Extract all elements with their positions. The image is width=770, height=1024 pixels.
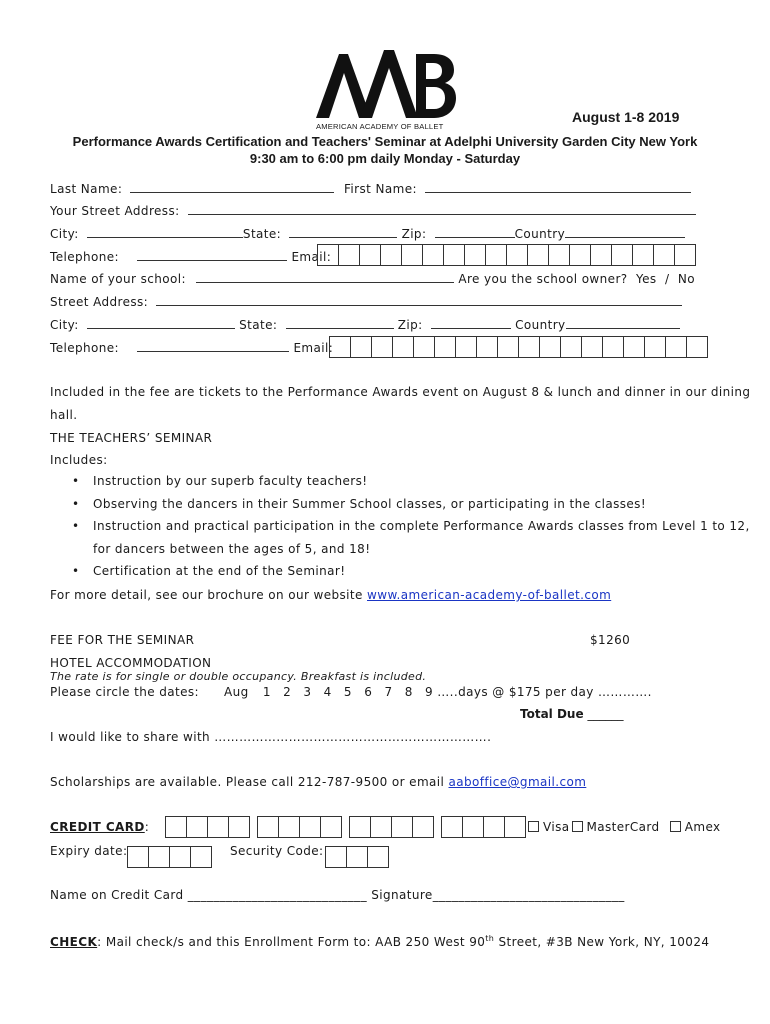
list-item: for dancers between the ages of 5, and 18! — [93, 541, 371, 556]
owner-yes[interactable]: Yes — [635, 272, 657, 286]
signature-label: Signature — [371, 888, 433, 902]
school-name-label: Name of your school: — [50, 272, 186, 286]
school-city-row — [50, 317, 680, 332]
day-option[interactable]: 6 — [364, 685, 373, 699]
security-boxes[interactable] — [326, 846, 389, 868]
day-option[interactable]: 4 — [323, 685, 332, 699]
page-title: Performance Awards Certification and Teachers' Seminar at Adelphi University Garden City New York — [72, 134, 698, 149]
page-hours: 9:30 am to 6:00 pm daily Monday - Saturday — [249, 151, 521, 166]
school-state-label: State: — [239, 318, 278, 332]
country-field[interactable] — [565, 226, 685, 238]
mastercard-label: MasterCard — [586, 820, 660, 834]
check-row — [50, 934, 709, 949]
card-type-row — [526, 820, 721, 834]
email-link[interactable]: aaboffice@gmail.com — [448, 775, 587, 789]
day-option[interactable]: 1 — [262, 685, 271, 699]
scholarships-text: Scholarships are available. Please call 212-787-9500 or email — [50, 775, 445, 789]
check-text-end: Street, #3B New York, NY, 10024 — [494, 935, 710, 949]
owner-no[interactable]: No — [677, 272, 696, 286]
school-city-field[interactable] — [87, 317, 235, 329]
amex-checkbox[interactable] — [670, 821, 681, 832]
more-detail-row — [50, 588, 611, 602]
month-label: Aug — [224, 685, 249, 699]
credit-card-label: CREDIT CARD — [50, 820, 145, 834]
list-item: • Certification at the end of the Seminar! — [72, 564, 346, 578]
telephone-field[interactable] — [137, 249, 287, 261]
list-item: • Instruction and practical participation in the complete Performance Awards classes from Level 1 to 12, — [72, 519, 750, 533]
state-label: State: — [242, 227, 282, 241]
expiry-label: Expiry date: — [50, 844, 128, 858]
total-due-field[interactable]: ______ — [587, 707, 624, 721]
school-country-field[interactable] — [566, 317, 680, 329]
school-city-label: City: — [50, 318, 79, 332]
credit-card-label-row — [50, 820, 149, 834]
includes-list — [52, 470, 750, 583]
day-option[interactable]: 8 — [404, 685, 413, 699]
zip-field[interactable] — [435, 226, 515, 238]
telephone-label: Telephone: — [50, 250, 119, 264]
seminar-heading: THE TEACHERS’ SEMINAR — [50, 431, 213, 445]
last-name-label: Last Name: — [50, 182, 123, 196]
check-label: CHECK — [50, 935, 98, 949]
website-link[interactable]: www.american-academy-of-ballet.com — [367, 588, 612, 602]
school-street-row — [50, 294, 682, 309]
street-field[interactable] — [188, 203, 696, 215]
day-option[interactable]: 9 — [424, 685, 434, 699]
visa-label: Visa — [543, 820, 570, 834]
state-field[interactable] — [289, 226, 397, 238]
aab-logo — [312, 48, 458, 134]
credit-card-colon: : — [144, 820, 149, 834]
owner-slash: / — [665, 272, 670, 286]
visa-checkbox[interactable] — [528, 821, 539, 832]
school-zip-field[interactable] — [431, 317, 511, 329]
check-text: : Mail check/s and this Enrollment Form to: AAB 250 West 90 — [97, 935, 486, 949]
signature-field[interactable]: ______________________________ — [432, 888, 625, 902]
school-zip-label: Zip: — [397, 318, 423, 332]
telephone-row — [50, 249, 331, 264]
dates-row — [224, 685, 652, 699]
first-name-field[interactable] — [425, 181, 691, 193]
zip-label: Zip: — [401, 227, 427, 241]
email-boxes[interactable] — [318, 244, 696, 266]
day-option[interactable]: 5 — [343, 685, 352, 699]
school-name-field[interactable] — [196, 271, 454, 283]
city-label: City: — [50, 227, 79, 241]
name-signature-row — [50, 888, 625, 902]
logo-tagline: AMERICAN ACADEMY OF BALLET — [316, 122, 444, 131]
school-telephone-label: Telephone: — [50, 341, 119, 355]
scholarships-row — [50, 775, 586, 789]
day-option[interactable]: 7 — [384, 685, 393, 699]
email-label: Email: — [291, 250, 332, 264]
city-field[interactable] — [87, 226, 243, 238]
hotel-label: HOTEL ACCOMMODATION — [50, 656, 212, 670]
circle-dates-label: Please circle the dates: — [50, 685, 199, 699]
includes-label: Includes: — [50, 453, 108, 467]
school-street-field[interactable] — [156, 294, 682, 306]
security-label: Security Code: — [230, 844, 324, 858]
days-rate: …..days @ $175 per day …………. — [437, 685, 652, 699]
expiry-boxes[interactable] — [128, 846, 212, 868]
list-item: • Observing the dancers in their Summer School classes, or participating in the classes! — [72, 496, 647, 511]
share-row: I would like to share with …………………………………………………………. — [50, 730, 492, 744]
check-sup: th — [485, 934, 495, 943]
total-due-label: Total Due — [520, 707, 584, 721]
school-street-label: Street Address: — [50, 295, 149, 309]
amex-label: Amex — [684, 820, 721, 834]
card-number-boxes[interactable] — [166, 816, 526, 838]
school-telephone-field[interactable] — [137, 340, 289, 352]
school-country-label: Country — [515, 318, 566, 332]
name-on-card-label: Name on Credit Card — [50, 888, 184, 902]
city-row — [50, 226, 685, 241]
school-email-label: Email: — [293, 341, 334, 355]
school-name-row — [50, 271, 695, 286]
street-label: Your Street Address: — [50, 204, 180, 218]
mastercard-checkbox[interactable] — [572, 821, 583, 832]
more-detail-text: For more detail, see our brochure on our website — [50, 588, 363, 602]
day-option[interactable]: 3 — [303, 685, 312, 699]
school-telephone-row — [50, 340, 333, 355]
fee-note-line2: hall. — [50, 408, 78, 422]
country-label: Country — [514, 227, 566, 241]
first-name-label: First Name: — [344, 182, 417, 196]
school-email-boxes[interactable] — [330, 336, 708, 358]
first-name-row — [344, 181, 691, 196]
day-option[interactable]: 2 — [283, 685, 292, 699]
total-due-row — [520, 707, 623, 721]
list-item: • Instruction by our superb faculty teachers! — [72, 474, 368, 488]
seminar-fee-label: FEE FOR THE SEMINAR — [50, 633, 195, 647]
hotel-note: The rate is for single or double occupancy. Breakfast is included. — [50, 670, 427, 683]
event-dates: August 1-8 2019 — [572, 109, 680, 125]
fee-note-line1: Included in the fee are tickets to the Performance Awards event on August 8 & lunch and dinner in our dining — [50, 385, 751, 399]
seminar-fee-amount: $1260 — [590, 633, 631, 647]
school-state-field[interactable] — [286, 317, 394, 329]
street-row — [50, 203, 696, 218]
name-on-card-field[interactable]: ____________________________ — [187, 888, 367, 902]
last-name-field[interactable] — [130, 181, 334, 193]
owner-question: Are you the school owner? — [458, 272, 628, 286]
last-name-row — [50, 181, 334, 196]
